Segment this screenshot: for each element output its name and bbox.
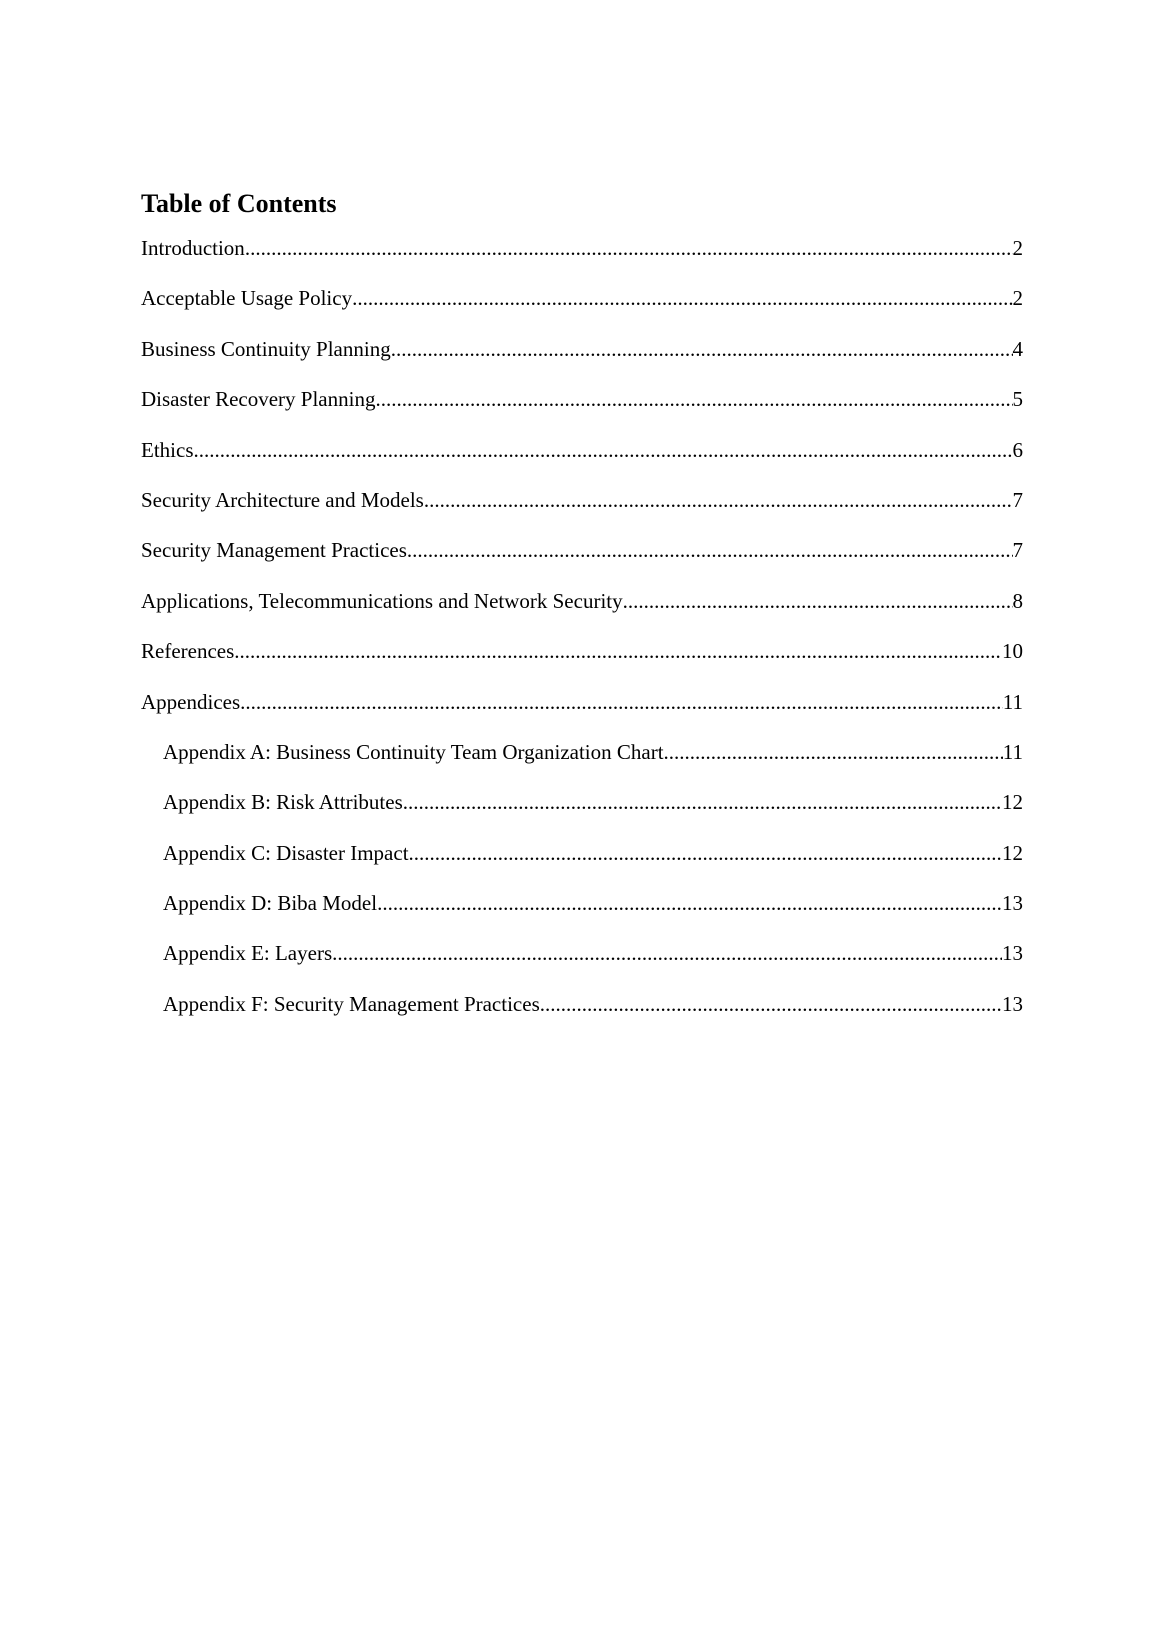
toc-dot-leader <box>375 385 1012 413</box>
toc-entry-label: Security Management Practices <box>141 538 407 563</box>
toc-entry-label: Appendices <box>141 689 241 714</box>
toc-dot-leader <box>234 637 1002 665</box>
toc-entry-appendix-a[interactable] <box>141 738 1023 788</box>
toc-entry-page: 4 <box>1012 336 1023 361</box>
toc-entry-appendix-e[interactable] <box>141 939 1023 989</box>
toc-entry-appendix-c[interactable] <box>141 839 1023 889</box>
toc-entry-page: 12 <box>1002 790 1023 815</box>
toc-entry-label: Appendix A: Business Continuity Team Organization Chart <box>163 739 664 764</box>
table-of-contents <box>141 234 1023 1040</box>
toc-entry-label: Disaster Recovery Planning <box>141 387 376 412</box>
toc-dot-leader <box>245 234 1013 262</box>
toc-entry-page: 2 <box>1012 236 1023 260</box>
toc-entry-page: 12 <box>1002 840 1023 865</box>
toc-entry-label: Introduction <box>141 236 245 260</box>
toc-entry-appendix-d[interactable] <box>141 889 1023 939</box>
toc-dot-leader <box>240 688 1003 716</box>
toc-entry-label: Appendix F: Security Management Practices <box>163 991 540 1016</box>
toc-dot-leader <box>352 284 1012 312</box>
toc-entry-page: 2 <box>1012 286 1023 311</box>
toc-entry-security-management-practices[interactable] <box>141 536 1023 586</box>
toc-entry-ethics[interactable] <box>141 436 1023 486</box>
toc-entry-appendix-f[interactable] <box>141 990 1023 1040</box>
toc-dot-leader <box>540 990 1002 1018</box>
toc-entry-disaster-recovery-planning[interactable] <box>141 385 1023 435</box>
toc-entry-business-continuity-planning[interactable] <box>141 335 1023 385</box>
toc-entry-introduction[interactable] <box>141 234 1023 284</box>
toc-entry-label: Appendix D: Biba Model <box>163 891 378 916</box>
toc-entry-page: 5 <box>1012 387 1023 412</box>
toc-entry-acceptable-usage-policy[interactable] <box>141 284 1023 334</box>
toc-entry-page: 7 <box>1012 538 1023 563</box>
toc-title: Table of Contents <box>141 189 337 218</box>
toc-dot-leader <box>409 839 1002 867</box>
toc-dot-leader <box>664 738 1003 766</box>
toc-dot-leader <box>403 788 1002 816</box>
toc-entry-label: Appendix E: Layers <box>163 941 333 966</box>
toc-entry-appendices[interactable] <box>141 688 1023 738</box>
toc-entry-page: 13 <box>1002 941 1023 966</box>
toc-dot-leader <box>194 436 1013 464</box>
toc-entry-label: Ethics <box>141 437 194 462</box>
toc-entry-label: Appendix B: Risk Attributes <box>163 790 403 815</box>
toc-entry-page: 6 <box>1012 437 1023 462</box>
toc-entry-label: Applications, Telecommunications and Network Security <box>141 588 623 613</box>
toc-dot-leader <box>391 335 1013 363</box>
toc-entry-security-architecture-and-models[interactable] <box>141 486 1023 536</box>
toc-entry-references[interactable] <box>141 637 1023 687</box>
toc-entry-label: Acceptable Usage Policy <box>141 286 353 311</box>
toc-dot-leader <box>332 939 1002 967</box>
toc-dot-leader <box>407 536 1013 564</box>
toc-dot-leader <box>424 486 1013 514</box>
toc-dot-leader <box>623 587 1013 615</box>
toc-entry-applications-telecommunications-network-security[interactable] <box>141 587 1023 637</box>
toc-entry-label: Appendix C: Disaster Impact <box>163 840 409 865</box>
toc-entry-page: 11 <box>1002 739 1023 764</box>
toc-entry-page: 10 <box>1002 639 1023 664</box>
toc-entry-label: References <box>141 639 235 664</box>
toc-entry-page: 8 <box>1012 588 1023 613</box>
toc-entry-label: Business Continuity Planning <box>141 336 391 361</box>
toc-entry-appendix-b[interactable] <box>141 788 1023 838</box>
toc-entry-label: Security Architecture and Models <box>141 487 424 512</box>
toc-entry-page: 11 <box>1002 689 1023 714</box>
toc-entry-page: 13 <box>1002 991 1023 1016</box>
toc-dot-leader <box>377 889 1002 917</box>
toc-entry-page: 13 <box>1002 891 1023 916</box>
toc-entry-page: 7 <box>1012 487 1023 512</box>
